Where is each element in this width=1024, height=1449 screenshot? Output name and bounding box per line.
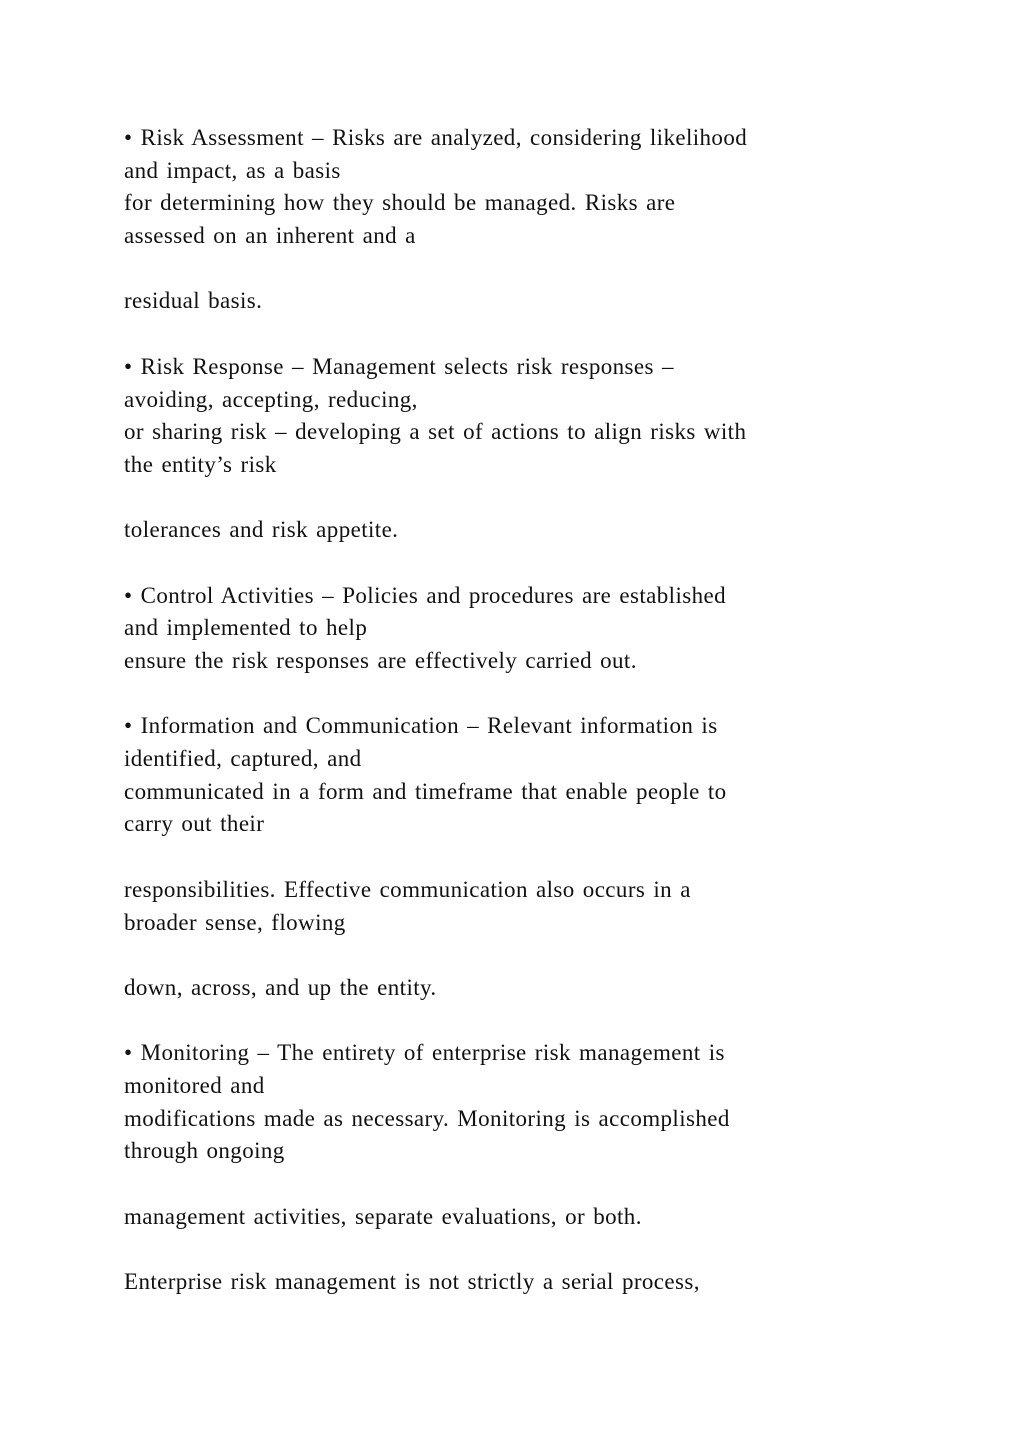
blank-line — [124, 482, 904, 515]
text-line: for determining how they should be managed. Risks are — [124, 190, 676, 216]
text-line: assessed on an inherent and a — [124, 223, 416, 249]
text-line: the entity’s risk — [124, 451, 277, 477]
text-line: or sharing risk – developing a set of actions to align risks with — [124, 419, 747, 445]
text-line: monitored and — [124, 1072, 265, 1098]
blank-line — [124, 547, 904, 580]
text-line: modifications made as necessary. Monitoring is accomplished — [124, 1105, 730, 1131]
blank-line — [124, 253, 904, 286]
text-line: • Risk Assessment – Risks are analyzed, considering likelihood — [124, 125, 748, 150]
text-line: residual basis. — [124, 288, 263, 314]
blank-line — [124, 939, 904, 972]
text-line: carry out their — [124, 811, 265, 837]
text-line: avoiding, accepting, reducing, — [124, 386, 418, 412]
text-line: • Risk Response – Management selects risk responses – — [124, 353, 674, 379]
text-line: and implemented to help — [124, 615, 368, 641]
text-line: communicated in a form and timeframe that enable people to — [124, 778, 727, 804]
blank-line — [124, 1168, 904, 1201]
blank-line — [124, 841, 904, 874]
text-line: through ongoing — [124, 1138, 285, 1164]
text-line: • Information and Communication – Relevant information is — [124, 713, 718, 739]
text-line: Enterprise risk management is not strictly a serial process, — [124, 1269, 700, 1295]
text-line: responsibilities. Effective communication also occurs in a — [124, 876, 691, 902]
text-line: management activities, separate evaluations, or both. — [124, 1203, 642, 1229]
blank-line — [124, 318, 904, 351]
text-line: ensure the risk responses are effectively carried out. — [124, 648, 637, 673]
blank-line — [124, 678, 904, 711]
text-line: • Monitoring – The entirety of enterprise risk management is — [124, 1040, 725, 1066]
text-line: broader sense, flowing — [124, 909, 346, 935]
text-line: down, across, and up the entity. — [124, 974, 437, 1000]
document-page — [124, 122, 904, 1299]
blank-line — [124, 1005, 904, 1038]
text-line: identified, captured, and — [124, 746, 362, 772]
text-line: and impact, as a basis — [124, 157, 341, 183]
text-line: • Control Activities – Policies and procedures are established — [124, 582, 726, 608]
blank-line — [124, 1233, 904, 1266]
text-line: tolerances and risk appetite. — [124, 517, 399, 543]
